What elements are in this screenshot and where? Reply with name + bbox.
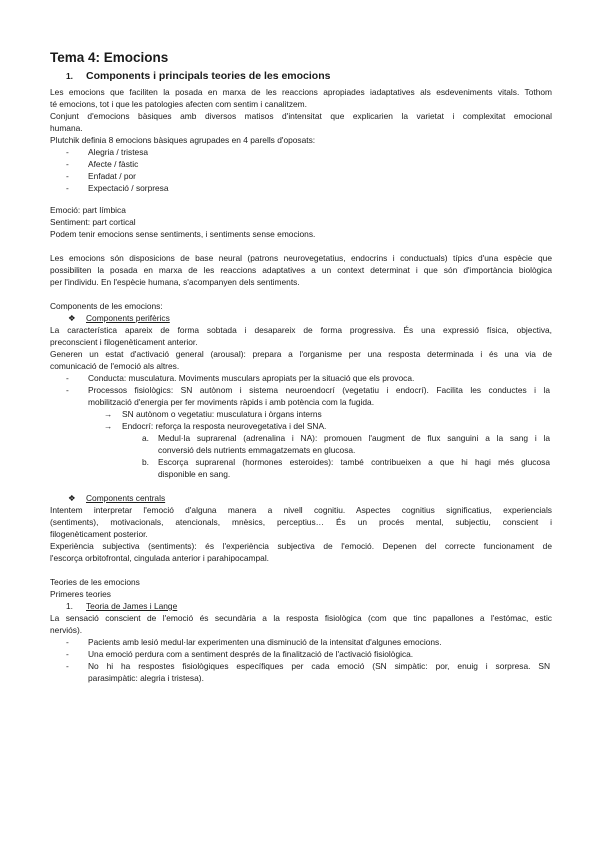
paragraph-line: Experiència subjectiva (sentiments): és l'experiència subjectiva de l'emoció. Depenen del correcte funcionament de <box>50 541 552 551</box>
dash-bullet-icon: - <box>66 385 69 395</box>
paragraph-line: preconscient i filogenèticament anterior. <box>50 337 198 347</box>
arrow-bullet-icon: → <box>104 409 113 419</box>
dash-bullet-icon: - <box>66 637 69 647</box>
paragraph-line: Components de les emocions: <box>50 301 163 311</box>
paragraph-line: filogenèticament posterior. <box>50 529 148 539</box>
paragraph-line: (sentiments), motivacionals, atencionals, mnèsics, perceptius… És un procés mental, subjectiu, conscient i <box>50 517 552 527</box>
list-item: No hi ha respostes fisiològiques específiques per cada emoció (SN simpàtic: por, enuig i sorpresa. SN <box>88 661 550 671</box>
paragraph-line: humana. <box>50 123 83 133</box>
list-item: Conducta: musculatura. Moviments musculars apropiats per la situació que els provoca. <box>88 373 415 383</box>
paragraph-line: Conjunt d'emocions bàsiques amb diversos matisos d'intensitat que explicarien la varietat i complexitat emocional <box>50 111 552 121</box>
dash-bullet-icon: - <box>66 183 69 193</box>
list-item: parasimpàtic: alegria i tristesa). <box>88 673 204 683</box>
list-item: Pacients amb lesió medul·lar experimenten una disminució de la intensitat d'algunes emocions. <box>88 637 442 647</box>
paragraph-line: Podem tenir emocions sense sentiments, i sentiments sense emocions. <box>50 229 316 239</box>
list-item: conversió dels nutrients emmagatzemats en glucosa. <box>158 445 356 455</box>
paragraph-line: Emoció: part límbica <box>50 205 126 215</box>
diamond-bullet-icon: ❖ <box>68 313 76 323</box>
list-item: Enfadat / por <box>88 171 136 181</box>
list-item: Afecte / fàstic <box>88 159 139 169</box>
paragraph-line: Les emocions són disposicions de base neural (patrons neurovegetatius, endocrins i conductuals) típics d'una espècie que <box>50 253 552 263</box>
paragraph-line: Generen un estat d'activació general (arousal): prepara a l'organisme per una resposta determinada i és una via de <box>50 349 552 359</box>
dash-bullet-icon: - <box>66 661 69 671</box>
dash-bullet-icon: - <box>66 147 69 157</box>
list-letter: b. <box>142 457 149 467</box>
list-letter: a. <box>142 433 149 443</box>
paragraph-line: Teories de les emocions <box>50 577 140 587</box>
list-item: Alegria / tristesa <box>88 147 149 157</box>
list-item: Processos fisiològics: SN autònom i sistema neuroendocrí (vegetatiu i endocrí). Facilita les conductes i la <box>88 385 550 395</box>
list-item: Endocrí: reforça la resposta neurovegetativa i del SNA. <box>122 421 327 431</box>
section-number: 1. <box>66 71 73 81</box>
paragraph-line: l'escorça orbitofrontal, cingulada anterior i parahipocampal. <box>50 553 270 563</box>
section-heading: Components i principals teories de les emocions <box>86 70 331 82</box>
paragraph-line: Primeres teories <box>50 589 111 599</box>
list-item: Expectació / sorpresa <box>88 183 169 193</box>
list-item: Escorça suprarenal (hormones esteroides): també contribueixen a que hi hagi més glucosa <box>158 457 550 467</box>
paragraph-line: té emocions, tot i que les patologies afecten com sentim i canalitzem. <box>50 99 307 109</box>
arrow-bullet-icon: → <box>104 421 113 431</box>
paragraph-line: Les emocions que faciliten la posada en marxa de les reaccions apropiades iadaptatives als esdeveniments vitals. Tothom <box>50 87 552 97</box>
page-title: Tema 4: Emocions <box>50 50 169 65</box>
paragraph-line: Sentiment: part cortical <box>50 217 136 227</box>
subsection-heading: Components centrals <box>86 493 166 503</box>
paragraph-line: Plutchik definia 8 emocions bàsiques agrupades en 4 parells d'oposats: <box>50 135 316 145</box>
dash-bullet-icon: - <box>66 159 69 169</box>
dash-bullet-icon: - <box>66 373 69 383</box>
paragraph-line: possibiliten la posada en marxa de les reaccions adaptatives a un context determinat i que són d'importància biològica <box>50 265 552 275</box>
list-item: mobilització d'energia per fer moviments ràpids i amb potència com la fugida. <box>88 397 375 407</box>
paragraph-line: comunicació de l'emoció als altres. <box>50 361 180 371</box>
list-item: Medul·la suprarenal (adrenalina i NA): promouen l'augment de flux sanguini a la sang i la <box>158 433 550 443</box>
list-item: disponible en sang. <box>158 469 231 479</box>
dash-bullet-icon: - <box>66 649 69 659</box>
subsection-heading: Components perifèrics <box>86 313 170 323</box>
subsection-heading: Teoria de James i Lange <box>86 601 178 611</box>
paragraph-line: nerviós). <box>50 625 83 635</box>
diamond-bullet-icon: ❖ <box>68 493 76 503</box>
paragraph-line: La sensació conscient de l'emoció és secundària a la resposta fisiològica (com que tinc papallones a l'estómac, estic <box>50 613 552 623</box>
paragraph-line: La característica apareix de forma sobtada i desapareix de forma progressiva. És una expressió física, objectiva, <box>50 325 552 335</box>
dash-bullet-icon: - <box>66 171 69 181</box>
paragraph-line: Intentem interpretar l'emoció d'alguna manera a nivell cognitiu. Aspectes cognitius significatius, experiencials <box>50 505 552 515</box>
list-number: 1. <box>66 601 73 611</box>
list-item: Una emoció perdura com a sentiment després de la finalització de l'activació fisiològica. <box>88 649 414 659</box>
list-item: SN autònom o vegetatiu: musculatura i òrgans interns <box>122 409 322 419</box>
paragraph-line: per l'individu. En l'espècie humana, s'acompanyen dels sentiments. <box>50 277 300 287</box>
